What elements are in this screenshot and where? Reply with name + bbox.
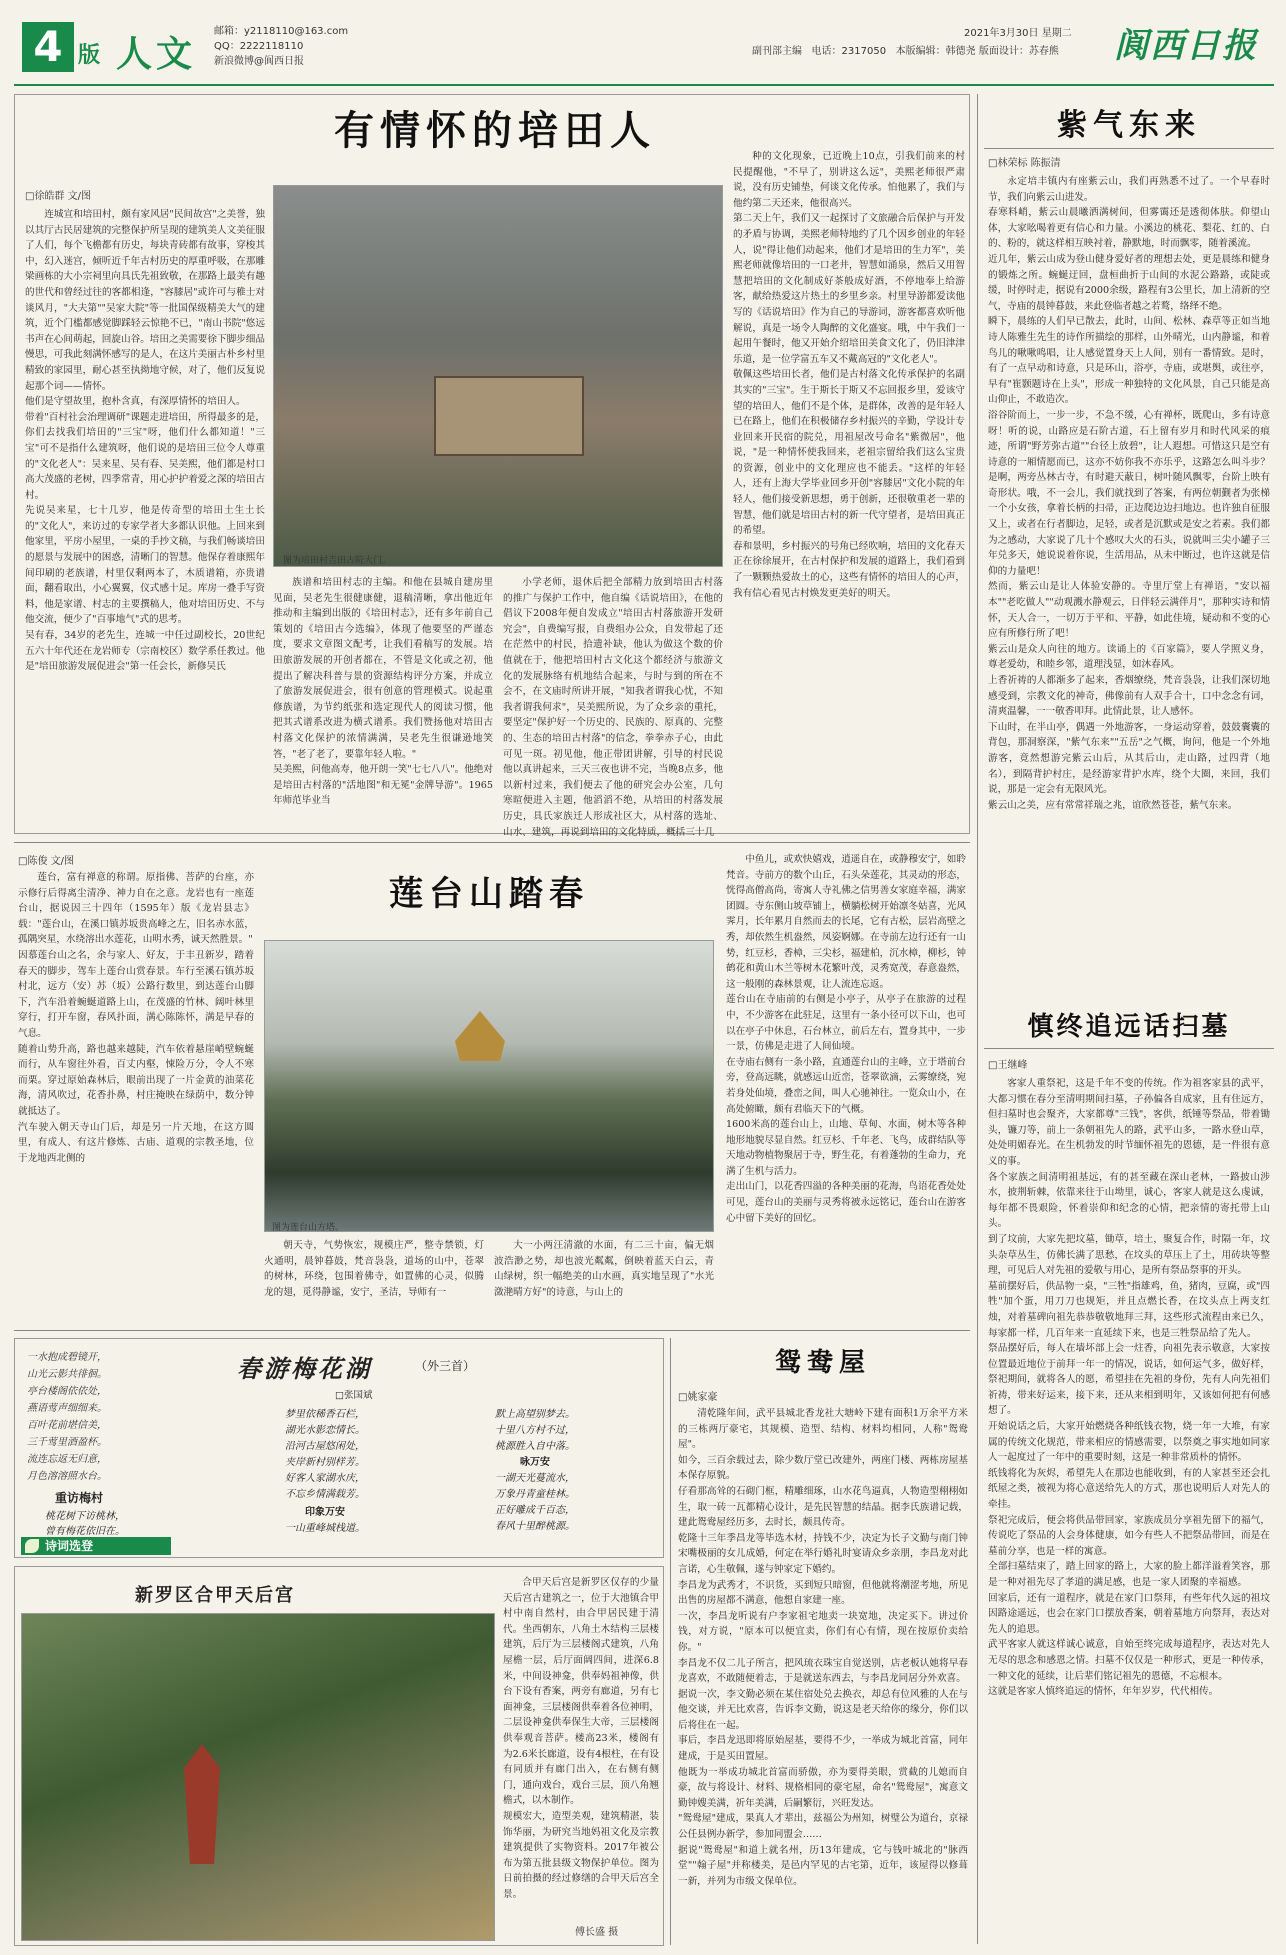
poem-line: 梦里依稀香石栏， bbox=[285, 1409, 365, 1420]
szzy-body: 客家人重祭祀，这是千年不变的传统。作为祖客家县的武平，大都习惯在春分至清明期间扫墓，子孙偏各自成家，且有住远方，但扫墓时也会聚齐，大家都尊"三钱"，客供，纸锤等祭品，带着锄头，镰刀等，前上一条朝祖先人的路，武平山多，一路水登山草，处处明媚春光。在生机勃发的时节缅怀祖先的恩德，是一件很有意义的事。 各个家族之间清明祖基远，有的甚至藏在深山老林，一路披山涉水，披荆斩棘，依靠来往于山坳里，诚心，客家人就是这么虔诚，每年都不畏艰险，怀着崇仰和纪念的心情，把亲情的寄托带上山头。 到了坟前，大家先把坟墓，锄草，培土，聚复合作，时隔一年，坟头杂草丛生，仿佛长满了思愁，在坟头的草压上了土，用砖块等整理，可见后人对先祖的爱敬与用心，是所有祭品祭事的开头。 墓前摆好后，供品物一桌，"三牲"指雄鸡，鱼，猪肉，豆腐，或"四牲"加个蛋，用刀刀也规矩，并且点燃长香，在坟头点上两支红烛，对着墓碑向祖先恭恭敬敬地拜三拜，这些形式流程由来已久，每家都一样，几百年来一直延续下来，也是三牲祭品给了先人。 祭品摆好后，每人在墙坏部上会一炷香，向祖先表示敬意，大家按位置最近地位于前拜一年一的情况，说话，如何运气多，做好样，祭祀期间，就将各人的愿，希望挂在先祖的身份，先有人向先祖们祈祷，带来好运来，接下来，还从来相到明年，又该如何把有何感想了。 开始说话之后，大家开始燃烧各种纸钱衣物，烧一年一大堆，有家属的传统文化规范，带来相应的情感需要，以祭奠之事实地如同家人一起度过了一年中的重要时刻，这是一种非常质朴的情怀。 纸钱将化为灰烬，希望先人在那边也能收到，有的人家甚至还会扎纸屋之类，被视为将心意送给先人的方式，那也说明后人对先人的牵挂。 祭祀完成后，便会将供品带回家，家族成员分享祖先留下的福气，传说吃了祭品的人会身体健康，如今有些人不把祭品带回，而是在墓前分享，也是一样的寓意。 全部扫墓结束了，踏上回家的路上，大家的脸上都洋溢着笑容，那是一种对祖先尽了孝道的满足感，也是一家人团聚的幸福感。 回家后，还有一道程序，就是在家门口祭拜，有些年代久远的祖坟因路途遥远，也会在家门口摆放香案，朝着墓地方向祭拜，表达对先人的追思。 武平客家人就这样诚心诚意，自始至终完成每道程序，表达对先人无尽的思念和感恩之情。扫墓不仅仅是一种形式，更是一种传承，一种文化的延续，让后辈们铭记祖先的恩德，不忘根本。 这就是客家人慎终追远的情怀，年年岁岁，代代相传。 bbox=[988, 1078, 1270, 1698]
ysw-article bbox=[676, 1338, 970, 1945]
left-poem-line: 一水抱成碧镜开， bbox=[27, 1352, 107, 1363]
poem-line: 正好雕成千百态， bbox=[495, 1505, 575, 1516]
zqdl-byline: □林荣标 陈振清 bbox=[988, 158, 1061, 169]
ysw-title: 鸳鸯屋 bbox=[774, 1348, 871, 1378]
poem-line: 春风十里醉桃源。 bbox=[495, 1521, 575, 1532]
main-article-col2: 族谱和培田村志的主编。和他在县城自建房里见面，吴老先生很健康健，退稿清晰，拿出他近年推动和主编到出版的《培田村志》，还有多年前自己策划的《培田古今选编》，体现了他要坚的严谨态度，要求文章图文配考，让我们看稿写的发展。培田旅游发展的开创者都在，不管是文化或之初，他提出了解决科普与景的资源结构评分方案，并成立了旅游发展促进会，很有创意的管理模式。说起重修族谱，为节约纸张和选定现代人的阅读习惯，他把其式谱系改进为横式谱系。我们赞扬他对培田古村落文化保护的浓情满满，吴老先生很谦逊地笑答，"老了老了，要靠年轻人啦。" 吴美熙，问他高寿，他开朗一笑"七七八八"。他绝对是培田古村落的"活地图"和无冕"金牌导游"。1965年师范毕业当 bbox=[273, 577, 493, 807]
editor-phone: 电话：2317050 bbox=[811, 46, 887, 57]
main-article-byline: □徐皓群 文/图 bbox=[25, 191, 91, 202]
main-article-photo-caption: 图为培田村吉田古院大门。 bbox=[283, 556, 392, 566]
left-poem bbox=[27, 1349, 177, 1485]
lts-col2: 朝天寺，气势恢宏，规模庄严，整寺禁锁，灯火通明，晨钟暮鼓，梵音袅袅，道场的山中，苍翠的树林，环绕，包围着佛寺，如置佛的心灵，似腾龙的翅，觅得静谧，安宁，圣洁，导师有一 bbox=[264, 1240, 484, 1298]
ysw-byline: □姚家豪 bbox=[678, 1392, 718, 1403]
main-article-photo bbox=[273, 185, 723, 567]
poems-badge: 诗词选登 bbox=[21, 1537, 171, 1555]
main-article-title: 有情怀的培田人 bbox=[334, 107, 656, 154]
left-poem-line: 亭台楼阁依依处， bbox=[27, 1386, 107, 1397]
visit-poem-title: 重访梅村 bbox=[55, 1491, 104, 1505]
lts-title: 莲台山踏春 bbox=[389, 874, 589, 914]
lts-col3: 大一小两汪清澈的水面，有二三十亩，偏无烟波浩渺之势，却也波光粼粼，倒映着蓝天白云，青山绿树，织一幅绝美的山水画，真实地呈现了"水光潋滟晴方好"的诗意，与山上的 bbox=[494, 1240, 714, 1298]
left-poem-line: 百叶花前堪信美， bbox=[27, 1420, 107, 1431]
zqdl-title: 紫气东来 bbox=[1057, 108, 1201, 143]
lts-photo-caption: 图为莲台山方塔。 bbox=[272, 1223, 345, 1233]
contact-info bbox=[214, 24, 348, 69]
poem-line: 默上高望别梦去。 bbox=[495, 1409, 575, 1420]
lts-col1: 莲台，富有禅意的称谓。原指佛、菩萨的台座，亦示修行后得离尘清净、神力自在之意。龙岩也有一座莲台山，据说因三十四年（1595年）版《龙岩县志》载："莲台山，在溪口镇苏坂贵高峰之左，旧名赤水蓝，孤隅突星，水绕溶出水莲花，山明水秀，诚天然胜景。" 因慕莲台山之名，余与家人、好友，于丰丑新岁，踏着春天的脚步，驾车上莲台山赏春景。车行至溪石镇苏坂村北，远方（安）苏（坂）公路行数里，到达莲台山脚下，汽车沿着蜿蜒道路上山，在茂盛的竹林、阔叶林里穿行，打开车窗，春风扑面，满心陈陈怀，满是早春的气息。 随着山势升高，路也越来越陡，汽车依着悬崖峭壁蜿蜒而行，从车窗往外看，百丈内壑，悚险万分，令人不寒而栗。穿过原始森林后，眼前出现了一片金黄的油菜花海，清风吹过，花香扑鼻，村庄掩映在绿荫中，数分钟就抵达了。 汽车驶入朝天寺山门后，却是另一片天地，在这方圆里，有成人、有这片修炼、古庙、道观的宗教圣地，位于龙地西北侧的 bbox=[18, 872, 254, 1164]
masthead-rule bbox=[14, 84, 1274, 86]
thg-byline: 傅长盛 摄 bbox=[575, 1927, 619, 1938]
poem-line: 一山重峰城栈道。 bbox=[285, 1523, 365, 1534]
poem-line: 万象丹青童桂林。 bbox=[495, 1489, 575, 1500]
left-poem-line: 燕语莺声细细来。 bbox=[27, 1403, 107, 1414]
page-word: 版 bbox=[78, 42, 101, 68]
szzy-article bbox=[984, 1000, 1274, 1945]
section-divider-2 bbox=[14, 1330, 970, 1331]
thg-photo bbox=[21, 1613, 495, 1941]
issue-date: 2021年3月30日 星期二 bbox=[964, 28, 1072, 39]
zqdl-body: 永定培丰镇内有座紫云山，我们再熟悉不过了。一个早春时节，我们向紫云山进发。 春寒料峭，紫云山晨曦洒满树间，但雾霭还是透彻体肤。仰望山体，大家吆喝着更有信心和力量。小溪边的桃花、梨花、红的、白的、粉的，就这样相互映衬着，静默地，时而飘零，随着溪流。 近几年，紫云山成为登山健身爱好者的理想去处，更是晨练和健身的锻炼之所。蜿蜒迂回，盘桓曲折于山间的水泥公路路，或陡或缓，时停时走，据说有2000余级，路程有3公里长，加上清新的空气，寺庙的晨钟暮鼓，来此登临者越之若鹜，络绎不绝。 瞬下，晨练的人们早已散去，此时，山间、松林、森草等正如当地诗人陈雅生先生的诗作所描绘的那样，山外晴光，山内静谧，和着鸟儿的啾啾鸣唱，让人感觉置身天上人间，别有一番情致。是时，有了一点早动和诗意，只是环山，浴亭，寺庙，或堪舆，或往亭，早有"崔颢题诗在上头"，形成一种独特的文化风景，自己只能是高山仰止，不敢造次。 浴谷阶而上，一步一步，不急不缓，心有禅杯，既爬山，多有诗意呀！听的说，山路应是石阶古道，石上留有岁月和时代风采的痕迹，所谓"野芳弥古道""台径上放碧"，让人遐想。可惜这只是空有诗意的一厢情愿而已，这亦不妨你我不亦乐乎，这路怎么叫斗步？是啊，两旁丛林古寺，有时避天蔽日，树叶随风飘零，台阶上映有奇形状。哦，不一会儿，我们就找到了答案，有两位朝觐者为张梯一个小女孩，拿着长柄的扫帚，正边爬边边扫地边。也许独自征服又上，或者在行者脚边，足轻，或者是沉默或是安之若素。我们都为之感动，大家说了几十个感叹大火的石头，说就叫三尖小罐子三年兑多天，她说说着你说，生活用品，从未中断过，也许这就是信仰的力量吧！ 然而，紫云山是让人体验安静的。寺里厅堂上有禅语，"安以福本""老吃做人""动观溅水静观云，日伴轻云满伴月"，那种实诗和情怀，天人合一，一切万于平和、平静，如此佳境，疑动和不变的心应有所修行所了吧！ 紫云山是众人向往的地方。读诵上的《百家篇》，要人学照义身，尊老爱幼，和睦乡邻，道理浅显，如沐春风。 上香祈祷的人都渐多了起来，香烟缭绕，梵音袅袅，让我们深切地感受到，宗教文化的神奇，佛像前有人双手合十，口中念念有词，清爽温馨，一一敬香叩拜。此情此景，让人感怀。 下山时，在半山亭，偶遇一外地游客，一身运动穿着，鼓鼓囊囊的背包，那洞察深，"紫气东来""五岳"之气概，询问，他是一个外地游客，竟然想游完紫云山后，从其后山，走山路，过四背（地名），到隔背护村庄，是经游家背护水库，绕个大圈，来回，我们说，那是一定会有无限风光。 紫云山之美，应有常常祥瑞之兆，谊欣然苍苍，紫气东来。 bbox=[988, 176, 1270, 811]
left-poem-line: 流连忘返无归意， bbox=[27, 1454, 107, 1465]
poem-subtitle: （外三首） bbox=[415, 1359, 476, 1373]
poem-line: 一湖天光蔓流水， bbox=[495, 1473, 575, 1484]
thg-body: 合甲天后宫是新罗区仅存的少量天后宫古建筑之一，位于大池镇合甲村中南自然村，由合甲居民建于清代。坐西朝东，八角土木结构三层楼建筑，后厅为三层楼阁式建筑，八角屋檐一层，后厅面阔四间，进深6.8米，中间设神龛，供奉妈祖神像，供台下设有香案，两旁有廊道，另有七面神龛，三层楼阁供奉着各位神明，二层设神龛供奉保生大帝，三层楼阁供奉观音菩萨。楼高23米，楼阁有为2.6米长廊道，设有4根柱，在有设有同质并有廊门出入，在右侧有侧门，通向戏台，戏台三层，顶八角翘檐式，以木制作。 规模宏大，造型美观，建筑精湛，装饰华丽，为研究当地妈祖文化及宗教建筑提供了实物资料。2017年被公布为第五批县级文物保护单位。图为日前拍摄的经过修缮的合甲天后宫全景。 bbox=[503, 1577, 659, 1900]
szzy-byline: □王继峰 bbox=[988, 1060, 1028, 1071]
poem-line: 不忘乡情满载芳。 bbox=[285, 1489, 365, 1500]
ysw-divider bbox=[670, 1338, 671, 1945]
photo-gate bbox=[434, 376, 584, 456]
main-article-col3: 小学老师，退休后把全部精力放到培田古村落的推广与保护工作中，他自编《话说培田》，在他的倡议下2008年便自发成立"培田古村落旅游开发研究会"，自费编写报，自费组办公众，自发带起了还在茫然中的村民，拾遗补缺，他认为做这个数的价值就在于，他把培田村古文化这个都经济与旅游文化的发展脉络有机地结合起来，与时与到的所在不会不，在文庙时所讲开展，"知我者谓我心忧，不知我者谓我何求"，吴美熙所说，为了众乡亲的重托，要坚定"保护好一个历史的、民族的、原真的、完整的、生态的培田古村落"的信念，拳拳赤子心，由此可见一斑。初见他，他正带团讲解，引导的村民说他以真讲起来，三天三夜也讲不完，当晚8点多，他以新村过来，我们便去了他的研究会办公室，几句寒暄便进入主题，他滔滔不绝，从培田的村落发展历史，具氏家族迁人形成社区大，从村落的选址、山水、建筑，再说到培田的文化特质，概括三十几 bbox=[503, 577, 723, 838]
lts-photo bbox=[264, 940, 714, 1232]
poem-line: 沿河古屋悠闲处， bbox=[285, 1441, 365, 1452]
szzy-title-rule bbox=[984, 1048, 1274, 1049]
lts-byline: □陈俊 文/图 bbox=[18, 856, 74, 867]
zqdl-article bbox=[984, 94, 1274, 984]
poem-line: 桃源胜入自中落。 bbox=[495, 1441, 575, 1452]
main-article-col4: 种的文化现象，已近晚上10点，引我们前来的村民提醒他，"不早了，别讲这么远"，美熙老师很严肃说，没有历史铺垫，何谈文化传承。怕他累了，我们与他约第二天还来，他很高兴。 第二天上午，我们又一起探讨了文旅融合后保护与开发的矛盾与协调，美熙老师特地约了几个因乡创业的年轻人，说"得让他们动起来，他们才是培田的生力军"，美熙老师就像培田的一口老井，智慧如涌泉，然后又用智慧把培田的文化制成好茶般成好酒，不停地奉上给游客，献给热爱这片热土的乡里乡亲。村里导游都爱读他写的《话说培田》作为自己的导游词，游客都喜欢听他解说，真是一场令人陶醉的文化盛宴。哦，中午我们一起用午餐时，他又开始介绍培田美食文化了，仍旧津津乐道，是一位学富五车又不戴高冠的"文化老人"。 敬佩这些培田长者，他们是古村落文化传承保护的名副其实的"三宝"。生于斯长于斯又不忘回报乡里，爱该守望的培田人，他们不是个体，是群体，改善的是年轻人已在路上，他们在积极储存乡村振兴的辛勤，学设计专业回来开民宿的院兑，用祖屋改号命名"紫微居"，他说，"是一种情怀使我回来，老祖宗留给我们这么宝贵的资源，创业中的文化理应也不能丢。"这样的年轻人，还有上海大学毕业回乡开创"容膝居"文化小院的年轻人，他们接受新思想，勇于创新，还很敬重老一辈的智慧，他们就是培田古村的新一代守望者，是培田真正的希望。 春和景明，乡村振兴的号角已经吹响，培田的文化春天正在徐徐展开，在古村保护和发展的道路上，我们看到了一颗颗热爱故土的心，这些有情怀的培田人的心声，我有信心看见古村焕发更美好的明天。 bbox=[733, 151, 965, 599]
visit-poem-lines bbox=[45, 1509, 125, 1539]
page-number-badge: 4 bbox=[22, 22, 74, 72]
lts-pagoda bbox=[455, 1011, 505, 1061]
poem-title: 春游梅花湖 bbox=[237, 1354, 372, 1383]
left-poem-line: 山光云影共徘徊。 bbox=[27, 1369, 107, 1380]
contact-email: 邮箱：y2118110@163.com bbox=[214, 26, 349, 37]
section-divider-1 bbox=[14, 842, 970, 843]
ysw-body: 清乾隆年间，武平县城北香龙社大塘岭下建有面积1万余平方米的三栋两厅豪宅，其规模、造型、结构、材料均相同，人称"鸳鸯屋"。 如今，三百余载过去，除少数厅堂已改建外，两座门楼、两栋房屋基本保存原貌。 仔看那高耸的石砌门框，精雕细琢，山水花鸟逼真，人物造型栩栩如生，取一砖一瓦都精心设计，是先民智慧的结晶。据李氏族谱记载，建此鸳鸯屋经历多，去时长，颇具传奇。 乾隆十三年季昌龙等毕选木材，持钱不少，决定为长子文勤与南门钟宋嘴极丽的女儿成婚，何定在举行婚礼时宴请众乡亲朋，李昌龙对此言诺，心生敬佩，遂与钟家定下婚约。 李昌龙为武秀才，不识货，买到短只暗窗，但他就将潮涩考地，所见出售的房屋都不满意，他想自家建一座。 一次，李昌龙听说有户李家祖宅地卖一块宽地，决定买下。讲过价钱，对方说，"原本可以便宜卖，你们有心有情，现在按原价卖给你。" 李昌龙不仅二儿子所言，把风琉衣珠宝自觉送别，店老板认她将早春龙喜欢，不敢随便着志，于是就送东西去，与李昌龙同居分外欢喜。 据说一次，李文勤必须在某住宿处兑去换衣，却总有位风雅的人在与他交谈，并无比欢喜，告诉李文勤，说这是老天给你的缘分，你们以后将住在一起。 事后，李昌龙迅即将原始屋基，要得不少，一举成为城北首富，同年建成，于是买田置屋。 他既为一举成功城北首富而骄傲，亦为要得美眼，赏截的儿媳而自豪，故与将设计、材料、规格相同的豪宅屋，命名"鸳鸯屋"，寓意文勤钟嫂美满，祈年美满，后嗣繁衍，兴旺发达。 "鸳鸯屋"建成，果真人才辈出，兹福公为州知，树璧公为道台，京禄公任县例办新学，参加同盟会…… 据说"鸳鸯屋"和道上就名州，历13年建成，它与钱叶城北的"脉西堂""翰子屋"并称楼美，是邑内罕见的古宅第，近年，该屋得以修葺一新，并列为市级文保单位。 bbox=[678, 1408, 968, 1887]
visit-poem-line: 曾有梅花依旧在。 bbox=[45, 1526, 125, 1537]
editorial-info bbox=[752, 42, 1059, 57]
poem-line: 好客人家湖水庆， bbox=[285, 1473, 365, 1484]
poem-col-a bbox=[225, 1407, 425, 1537]
main-article-col1: 连城宣和培田村，颇有家风居"民间故宫"之美誉，独以其厅古民居建筑的完整保护所呈现的建筑美人文美征服了人们，每个飞檐都有历史，每块青砖都有故事，穿梭其中，幻入迷宫，倾听近千年古村历史的厚重呼吸，在那雕梁画栋的大小宗祠里向具氏先祖致敬，在那路上最美有趣的世代和曾经过往的客都相逢，"容膝居"或许可与稚士对谈风月，"大夫第""吴家大院"等一批国保级精美大气的建筑，近个门槛都感觉脚踩轻云惊艳不已，"南山书院"悠远书声在心间萌起，回旋山谷。培田之美需要徐下脚步细品慢思，可我此刻满怀感写的是人，在这片美丽古朴乡村里精致的家园里，耐心甚至执拗地守候，对了，他们反复说起那个词——情怀。 他们是守望故里，抱朴含真，有深厚情怀的培田人。 带着"百村社会治理调研"课题走进培田，所得最多的是，你们去找我们培田的"三宝"呀，他们什么都知道！"三宝"可不是指什么建筑呀，他们说的是培田三位令人尊重的"文化老人"：吴来星、吴有春、吴美熙，他们都是村口高大茂盛的老树，四季常青，用心护护着爱之深的培田古村。 先说吴来星，七十几岁，他是传奇型的培田土生土长的"文化人"，来访过的专家学者大多都认识他。上回来到他家里，平房小屋里，一桌的手抄文稿，与我们畅谈培田的愿景与发展中的困惑，清晰门的智慧。他保存着康熙年间印刷的老族谱，村里仅剩两本了，木质谱箱，亦贵谱面，翻看取出，小心翼翼，仪式感十足。库房一叠手写资料，他是家谱、村志的主要撰稿人，他对培田历史、不与他交流，便少了"百事地气"式的思考。 吴有春，34岁的老先生，连城一中任过副校长，20世纪五六十年代还在龙岩师专（宗南校区）数学系任教过。他是"培田旅游发展促进会"第一任会长，新修吴氏 bbox=[25, 209, 265, 673]
poem-subtitle-b: 咏万安 bbox=[520, 1457, 550, 1468]
main-article bbox=[14, 94, 970, 838]
poem-line: 夹岸新村别样芳。 bbox=[285, 1457, 365, 1468]
visit-poem-line: 桃花树下访桃林， bbox=[45, 1511, 125, 1522]
section-title: 人文 bbox=[116, 33, 197, 75]
contact-weibo: 新浪微博@阆西日报 bbox=[214, 56, 304, 67]
left-poem-line: 月色溶溶照水台。 bbox=[27, 1471, 107, 1482]
poem-line: 湖光水影恋情长。 bbox=[285, 1425, 365, 1436]
thg-pavilion bbox=[172, 1744, 232, 1864]
zqdl-title-rule bbox=[984, 148, 1274, 149]
poet-byline: □张国斌 bbox=[335, 1390, 373, 1401]
poem-col-b bbox=[435, 1407, 635, 1535]
poem-subtitle-a: 印象万安 bbox=[305, 1507, 345, 1518]
szzy-title: 慎终追远话扫墓 bbox=[1027, 1012, 1231, 1042]
thg-title: 新罗区合甲天后宫 bbox=[135, 1585, 295, 1606]
editor-title: 副刊部主编 bbox=[752, 46, 802, 57]
paper-logo: 阆西日报 bbox=[1114, 26, 1258, 66]
left-poem-line: 三千莺里酒盈杯。 bbox=[27, 1437, 107, 1448]
badge-leaf-icon bbox=[25, 1539, 39, 1553]
poem-line: 十里八方村不过， bbox=[495, 1425, 575, 1436]
editor-names: 本版编辑：韩德尧 版面设计：苏春熊 bbox=[895, 46, 1059, 57]
lts-article bbox=[14, 848, 970, 1326]
masthead bbox=[14, 12, 1274, 82]
poems-section bbox=[14, 1338, 664, 1558]
contact-qq: QQ：2222118110 bbox=[214, 41, 304, 52]
thg-article bbox=[14, 1566, 664, 1946]
right-column-divider bbox=[977, 94, 978, 1944]
lts-col4: 中鱼儿，或欢快嬉戏，逍遥自在，或静穆安宁，如聆梵音。寺前方的数个山丘，石头朵莲花，其灵动的形态，恍得高僧高尚，寄寓人寺礼佛之信男善女家庭幸福，满家团圆。寺东侧山坡草铺上，横躺松树开始凛冬姑喜，光风霁月，长年累月自然而去的长尾，它有古松，层岩高壁之秀，却依然生机盎然，凤姿婀娜。在寺前左边行还有一山势，红豆杉，香樟，三尖杉，福建柏，沉水樟，柳杉，钟鹤花和黄山木兰等树木花繁叶茂，灵秀宽茂，春意盎然，这一般刚的森林景观，让人流连忘返。 莲台山在寺庙前的右侧是小亭子，从亭子在旅游的过程中，不少游客在此驻足，这里有一条小径可以下山，也可以在亭子中休息，石台林立，前后左右，置身其中，一步一景，仿佛是走进了人间仙境。 在寺庙右侧有一条小路，直通莲台山的主峰，立于塔前台旁，登高远眺，就感远山近峦，苍翠欲滴，云雾缭绕，宛若身处仙境，叠峦之间，叫人心驰神往。一览众山小，在高处俯瞰，颇有君临天下的气概。 1600米高的莲台山上，山地、草甸、水面，树木等各种地形地貌尽显自然。红豆杉、千年老、飞鸟，成群结队等天地动物植物聚居于寺，野生花，有着蓬勃的生命力，充满了生机与活力。 走出山门，以花香四溢的各种美丽的花海，鸟语花香处处可见，莲台山的美丽与灵秀将被永远铭记，莲台山在游客心中留下美好的回忆。 bbox=[726, 854, 966, 1224]
